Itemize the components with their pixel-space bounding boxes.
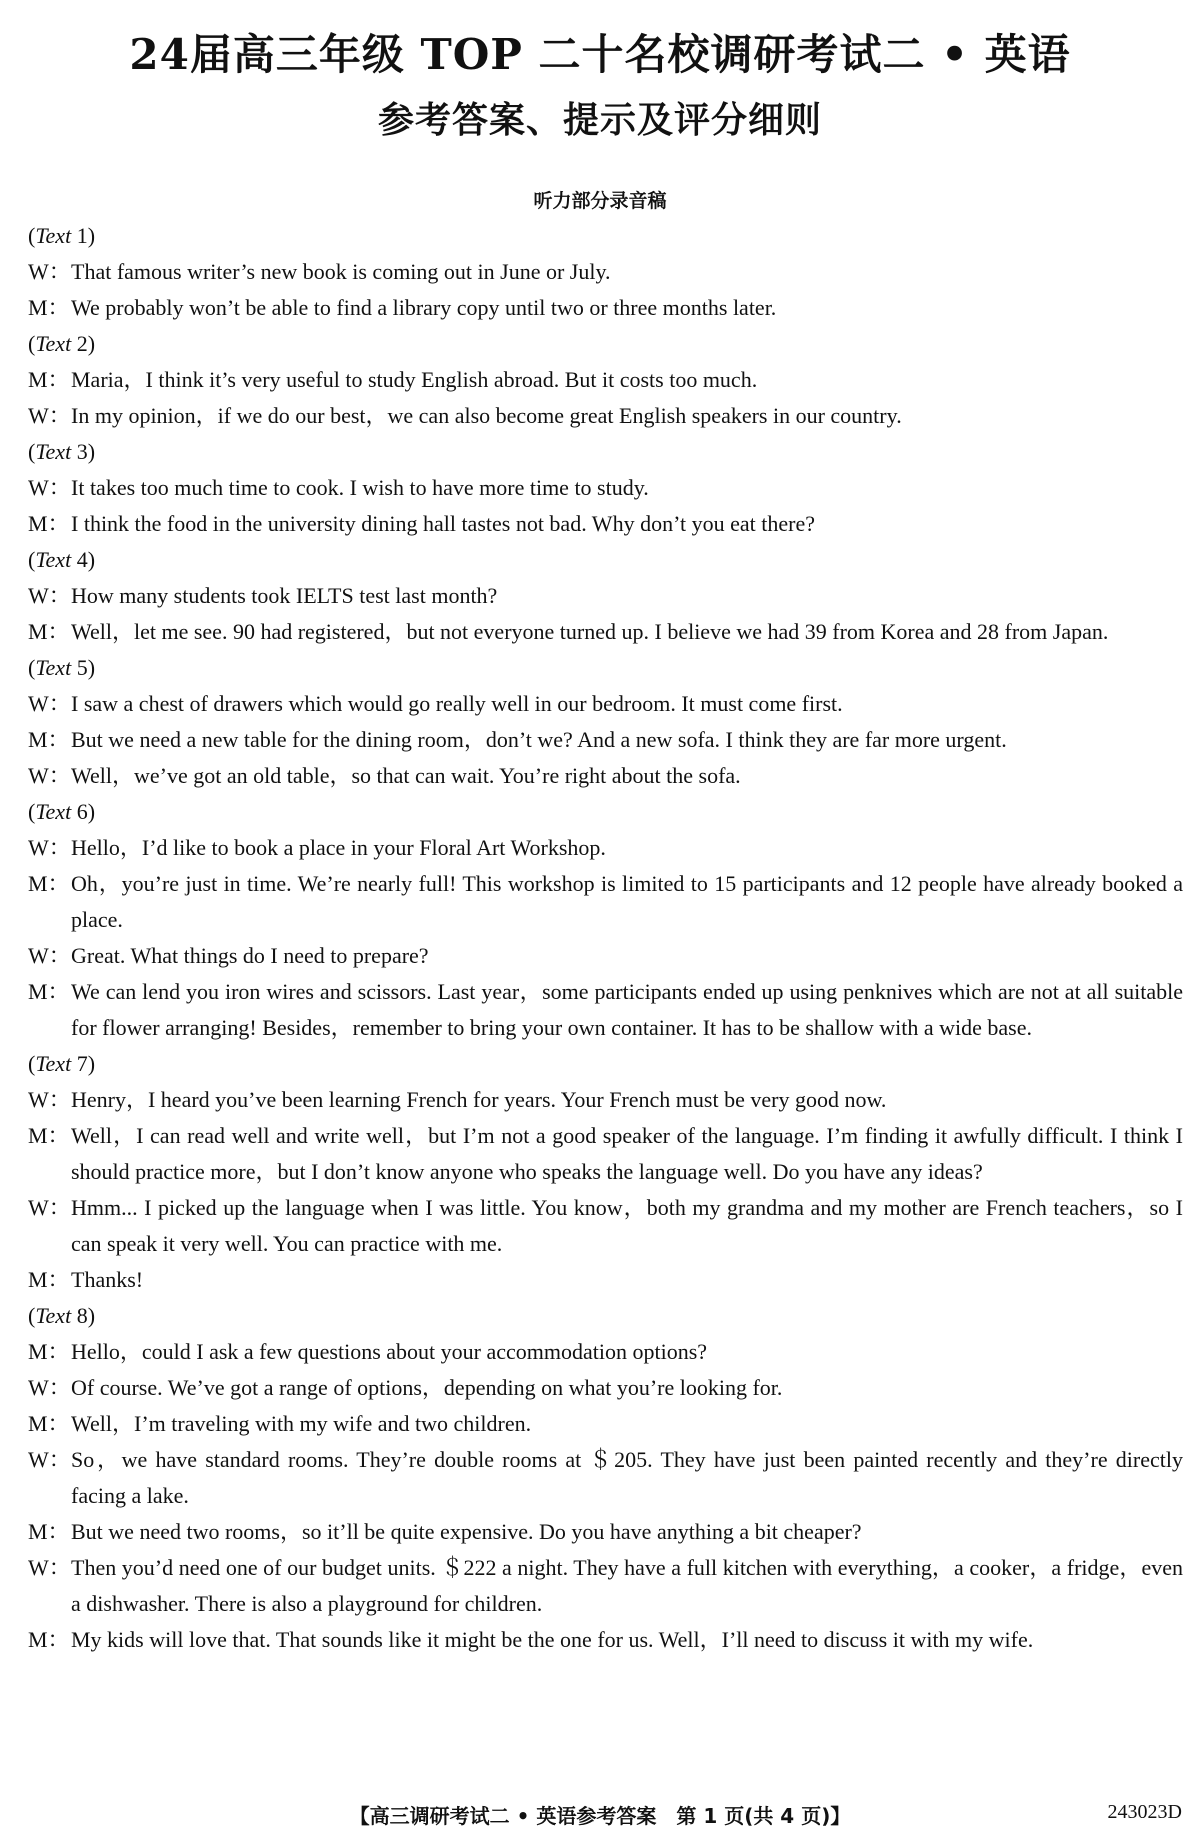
speaker-label: W： [28, 1447, 71, 1472]
page-title: 24届高三年级 TOP 二十名校调研考试二 • 英语 [129, 30, 1071, 79]
dialogue-line [28, 974, 1183, 1046]
speaker-label: M： [28, 727, 70, 752]
text-marker-label: Text [35, 439, 72, 464]
dialogue-line [28, 1550, 1183, 1622]
text-marker-label: Text [35, 799, 72, 824]
dialogue-text: In my opinion，if we do our best，we can also become great English speakers in our country. [71, 403, 902, 428]
dialogue-text: Hello，I’d like to book a place in your Floral Art Workshop. [71, 835, 606, 860]
text-marker: (Text 8) [28, 1303, 96, 1328]
speaker-label: M： [28, 619, 70, 644]
text-marker-number: 5 [76, 655, 88, 680]
dialogue-line [28, 398, 1183, 434]
text-marker: (Text 6) [28, 799, 96, 824]
dialogue-text: Then you’d need one of our budget units. ＄222 a night. They have a full kitchen with everything，a cooker，a fridge，even a dishwasher. There is also a playground for children. [71, 1555, 1183, 1616]
dialogue-text: Well，I’m traveling with my wife and two children. [71, 1411, 532, 1436]
dialogue-text: But we need two rooms，so it’ll be quite expensive. Do you have anything a bit cheaper? [71, 1519, 862, 1544]
text-marker-label: Text [35, 1051, 72, 1076]
dialogue-line [28, 1622, 1183, 1658]
speaker-label: M： [28, 1339, 70, 1364]
text-marker-label: Text [35, 1303, 72, 1328]
speaker-label: W： [28, 1087, 71, 1112]
text-marker-label: Text [35, 547, 72, 572]
dialogue-text: That famous writer’s new book is coming out in June or July. [71, 259, 611, 284]
text-marker: (Text 7) [28, 1051, 96, 1076]
speaker-label: W： [28, 259, 71, 284]
speaker-label: M： [28, 1123, 70, 1148]
dialogue-line [28, 614, 1183, 650]
text-marker: (Text 1) [28, 223, 96, 248]
dialogue-text: Oh，you’re just in time. We’re nearly full! This workshop is limited to 15 participants and 12 people have already booked a place. [71, 871, 1183, 932]
dialogue-text: We can lend you iron wires and scissors. Last year，some participants ended up using penknives which are not at all suitable for flower arranging! Besides，remember to bring your own container. It has to be shallow with a wide base. [71, 979, 1183, 1040]
text-marker-number: 2 [76, 331, 88, 356]
text-marker-number: 4 [76, 547, 88, 572]
speaker-label: W： [28, 691, 71, 716]
dialogue-text: My kids will love that. That sounds like it might be the one for us. Well，I’ll need to discuss it with my wife. [71, 1627, 1034, 1652]
dialogue-text: How many students took IELTS test last month? [71, 583, 498, 608]
text-marker-number: 7 [76, 1051, 88, 1076]
text-marker: (Text 4) [28, 547, 96, 572]
exam-code: 243023D [1107, 1801, 1182, 1823]
dialogue-text: It takes too much time to cook. I wish to have more time to study. [71, 475, 649, 500]
speaker-label: W： [28, 763, 71, 788]
text-marker-number: 6 [76, 799, 88, 824]
text-marker-number: 1 [76, 223, 88, 248]
text-marker: (Text 5) [28, 655, 96, 680]
speaker-label: M： [28, 979, 70, 1004]
dialogue-line [28, 1514, 1183, 1550]
speaker-label: M： [28, 295, 70, 320]
speaker-label: M： [28, 1519, 70, 1544]
speaker-label: W： [28, 835, 71, 860]
page-footer: 【高三调研考试二 • 英语参考答案 第 1 页(共 4 页)】 [349, 1804, 851, 1828]
dialogue-line [28, 1262, 1183, 1298]
dialogue-text: Hmm... I picked up the language when I was little. You know，both my grandma and my mother are French teachers，so I can speak it very well. You can practice with me. [71, 1195, 1183, 1256]
dialogue-line [28, 1190, 1183, 1262]
speaker-label: W： [28, 1555, 71, 1580]
dialogue-line [28, 1442, 1183, 1514]
dialogue-text: Thanks! [71, 1267, 144, 1292]
dialogue-line [28, 1082, 1183, 1118]
dialogue-line [28, 578, 1183, 614]
dialogue-line [28, 758, 1183, 794]
text-marker-label: Text [35, 331, 72, 356]
dialogue-line [28, 1406, 1183, 1442]
speaker-label: M： [28, 367, 70, 392]
speaker-label: M： [28, 1627, 70, 1652]
dialogue-text: We probably won’t be able to find a library copy until two or three months later. [71, 295, 777, 320]
dialogue-line [28, 470, 1183, 506]
speaker-label: W： [28, 403, 71, 428]
speaker-label: M： [28, 511, 70, 536]
dialogue-line [28, 362, 1183, 398]
text-marker-number: 8 [76, 1303, 88, 1328]
text-marker-label: Text [35, 655, 72, 680]
section-title: 听力部分录音稿 [533, 190, 667, 212]
dialogue-text: Hello，could I ask a few questions about your accommodation options? [71, 1339, 708, 1364]
speaker-label: W： [28, 1195, 71, 1220]
text-marker: (Text 2) [28, 331, 96, 356]
dialogue-text: Henry，I heard you’ve been learning French for years. Your French must be very good now. [71, 1087, 887, 1112]
text-marker-number: 3 [76, 439, 88, 464]
dialogue-text: Of course. We’ve got a range of options，depending on what you’re looking for. [71, 1375, 783, 1400]
dialogue-line [28, 830, 1183, 866]
text-marker-label: Text [35, 223, 72, 248]
dialogue-text: Well，let me see. 90 had registered，but not everyone turned up. I believe we had 39 from Korea and 28 from Japan. [71, 619, 1109, 644]
dialogue-line [28, 1370, 1183, 1406]
speaker-label: M： [28, 871, 70, 896]
speaker-label: M： [28, 1411, 70, 1436]
dialogue-line [28, 938, 1183, 974]
dialogue-text: Great. What things do I need to prepare? [71, 943, 429, 968]
speaker-label: W： [28, 1375, 71, 1400]
dialogue-text: Well，I can read well and write well，but I’m not a good speaker of the language. I’m finding it awfully difficult. I think I should practice more，but I don’t know anyone who speaks the language well. Do you have any ideas? [71, 1123, 1183, 1184]
speaker-label: M： [28, 1267, 70, 1292]
dialogue-line [28, 686, 1183, 722]
dialogue-line [28, 254, 1183, 290]
listening-transcript [28, 218, 1183, 1658]
dialogue-line [28, 1118, 1183, 1190]
dialogue-text: Maria，I think it’s very useful to study English abroad. But it costs too much. [71, 367, 758, 392]
dialogue-text: Well，we’ve got an old table，so that can wait. You’re right about the sofa. [71, 763, 741, 788]
dialogue-line [28, 1334, 1183, 1370]
text-marker: (Text 3) [28, 439, 96, 464]
dialogue-text: But we need a new table for the dining room，don’t we? And a new sofa. I think they are far more urgent. [71, 727, 1007, 752]
dialogue-line [28, 506, 1183, 542]
speaker-label: W： [28, 583, 71, 608]
dialogue-text: I saw a chest of drawers which would go really well in our bedroom. It must come first. [71, 691, 843, 716]
dialogue-text: So，we have standard rooms. They’re double rooms at ＄205. They have just been painted recently and they’re directly facing a lake. [71, 1447, 1183, 1508]
speaker-label: W： [28, 475, 71, 500]
speaker-label: W： [28, 943, 71, 968]
dialogue-line [28, 722, 1183, 758]
page-subtitle: 参考答案、提示及评分细则 [377, 100, 822, 141]
dialogue-line [28, 866, 1183, 938]
dialogue-text: I think the food in the university dining hall tastes not bad. Why don’t you eat there? [71, 511, 815, 536]
dialogue-line [28, 290, 1183, 326]
